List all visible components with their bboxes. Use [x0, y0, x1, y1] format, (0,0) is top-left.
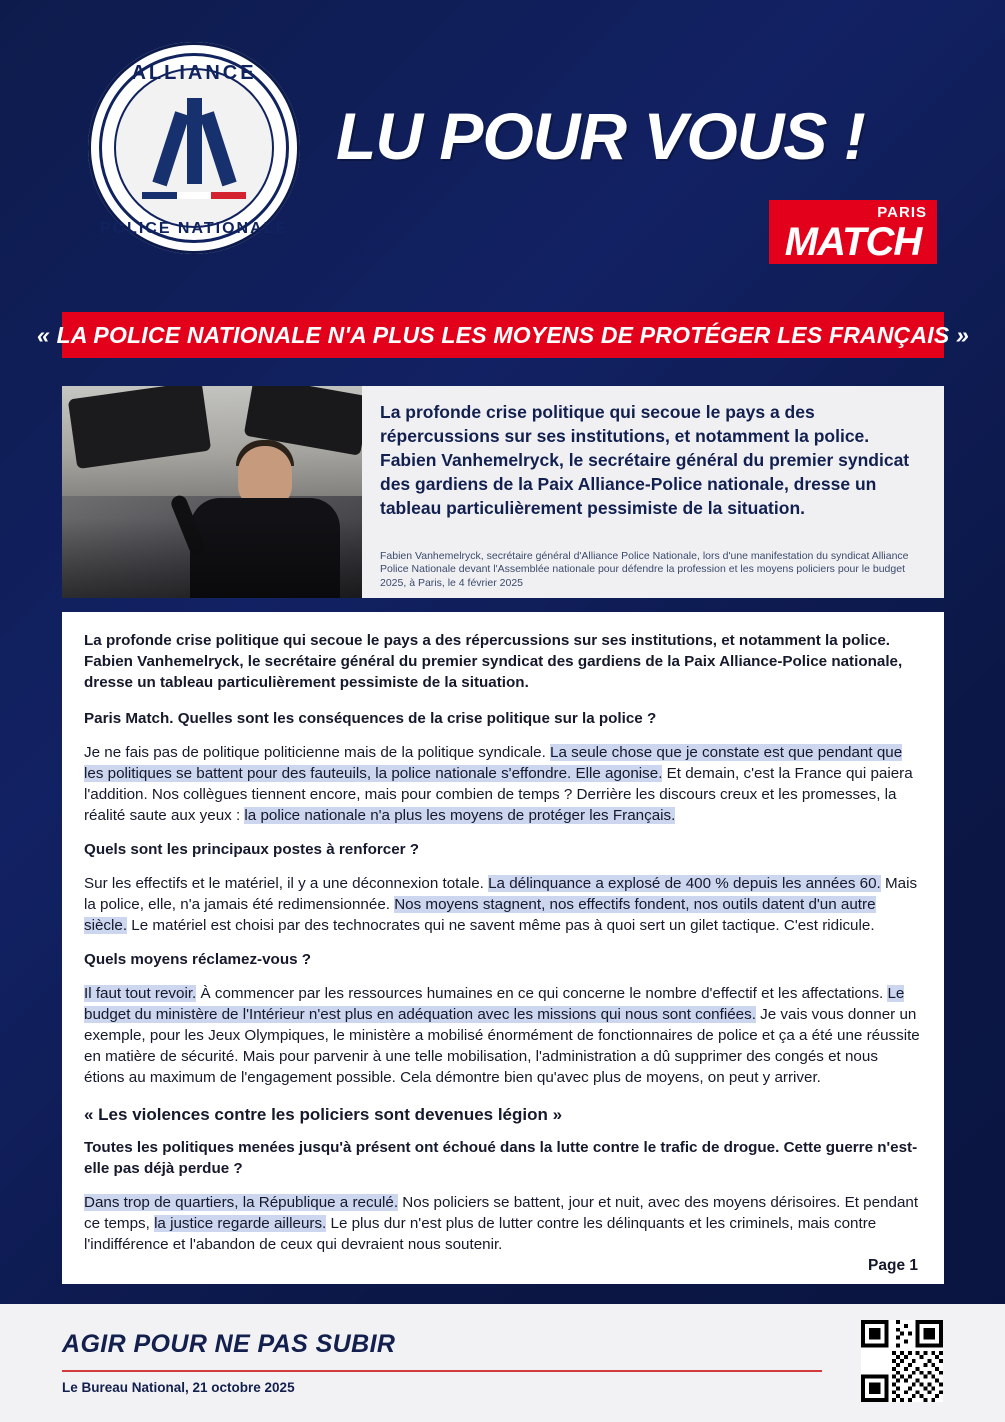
answer-2-highlight-a: La délinquance a explosé de 400 % depuis les années 60.: [488, 875, 881, 892]
intro-photo: [62, 386, 362, 598]
article-body: [62, 612, 944, 1284]
logo-circle: [88, 42, 300, 254]
answer-2-text-a: Sur les effectifs et le matériel, il y a une déconnexion totale.: [84, 875, 489, 892]
article-answer-1: [84, 742, 922, 826]
answer-1-text-b: Et demain, c'est la France qui paiera l'addition. Nos collègues tiennent encore, mais pour combien de temps ? Derrière les discours creux et les promesses, la réalité saute aux yeux :: [84, 765, 913, 824]
article-answer-3: [84, 983, 922, 1088]
article-answer-2: [84, 873, 922, 936]
logo-text-top: ALLIANCE: [131, 62, 257, 84]
page-number: Page 1: [868, 1257, 918, 1274]
article-question-4: Toutes les politiques menées jusqu'à présent ont échoué dans la lutte contre le trafic de drogue. Cette guerre n'est-elle pas déjà perdue ?: [84, 1139, 918, 1177]
answer-2-text-b: Mais la police, elle, n'a jamais été redimensionnée.: [84, 875, 918, 913]
page-title: LU POUR VOUS !: [336, 99, 865, 173]
answer-3-highlight-a: Il faut tout revoir.: [84, 985, 197, 1002]
article-answer-4: [84, 1192, 922, 1255]
answer-1-highlight-a: La seule chose que je constate est que pendant que les politiques se battent pour des fauteuils, la police nationale s'effondre. Elle agonise.: [84, 744, 903, 782]
footer-divider: [62, 1370, 822, 1372]
answer-4-text-b: Le plus dur n'est plus de lutter contre les délinquants et les criminels, mais contre l'indifférence et l'abandon de ceux qui devraient nous soutenir.: [84, 1215, 877, 1253]
answer-4-highlight-b: la justice regarde ailleurs.: [154, 1215, 327, 1232]
article-question-2: Quels sont les principaux postes à renforcer ?: [84, 841, 420, 858]
footer: [0, 1304, 1005, 1422]
intro-caption: Fabien Vanhemelryck, secrétaire général d'Alliance Police Nationale, lors d'une manifestation du syndicat Alliance Police Nationale devant l'Assemblée nationale pour défendre la profession et les moyens policiers pour le budget 2025, à Paris, le 4 février 2025: [380, 549, 909, 589]
answer-1-highlight-b: la police nationale n'a plus les moyens de protéger les Français.: [244, 807, 676, 824]
answer-3-highlight-b: Le budget du ministère de l'Intérieur n'est plus en adéquation avec les missions qui nous sont confiées.: [84, 985, 905, 1023]
intro-lead: La profonde crise politique qui secoue le pays a des répercussions sur ses institutions, et notamment la police. Fabien Vanhemelryck, le secrétaire général du premier syndicat des gardiens de la Paix Alliance-Police nationale, dresse un tableau particulièrement pessimiste de la situation.: [380, 402, 910, 518]
answer-1-text-a: Je ne fais pas de politique politicienne mais de la politique syndicale.: [84, 744, 551, 761]
answer-4-text-a: Nos policiers se battent, jour et nuit, avec des moyens dérisoires. Et pendant ce temps,: [84, 1194, 919, 1232]
paris-match-paris: PARIS: [877, 204, 927, 221]
headline-text: « LA POLICE NATIONALE N'A PLUS LES MOYENS DE PROTÉGER LES FRANÇAIS »: [37, 321, 969, 348]
qr-code-icon[interactable]: [861, 1320, 943, 1402]
intro-text-block: [362, 386, 944, 598]
answer-2-highlight-b: Nos moyens stagnent, nos effectifs fondent, nos outils datent d'un autre siècle.: [84, 896, 876, 934]
answer-2-text-c: Le matériel est choisi par des technocrates qui ne savent même pas à quoi sert un gilet tactique. C'est ridicule.: [127, 917, 875, 934]
answer-4-highlight-a: Dans trop de quartiers, la République a reculé.: [84, 1194, 399, 1211]
article-question-3: Quels moyens réclamez-vous ?: [84, 951, 312, 968]
article-question-1: Paris Match. Quelles sont les conséquences de la crise politique sur la police ?: [84, 710, 657, 727]
tricolor-bar-icon: [142, 192, 246, 199]
footer-slogan: AGIR POUR NE PAS SUBIR: [62, 1330, 396, 1358]
intro-block: [62, 386, 944, 598]
answer-3-text-a: À commencer par les ressources humaines en ce qui concerne le nombre d'effectif et les affectations.: [196, 985, 888, 1002]
footer-subtitle: Le Bureau National, 21 octobre 2025: [62, 1380, 295, 1395]
alliance-a-icon: [146, 98, 242, 184]
paris-match-match: MATCH: [784, 220, 922, 264]
logo-text-bottom: POLICE NATIONALE: [99, 220, 289, 237]
article-subheading: « Les violences contre les policiers sont devenues légion »: [84, 1105, 563, 1124]
alliance-logo: [88, 42, 300, 254]
headline-banner: [37, 312, 969, 358]
paris-match-logo: [769, 200, 937, 264]
header: [0, 0, 1005, 300]
answer-3-text-b: Je vais vous donner un exemple, pour les Jeux Olympiques, le ministère a mobilisé énormément de fonctionnaires de police et ça a été une réussite en matière de sécurité. Mais pour parvenir à une telle mobilisation, l'administration a dû supprimer des congés et nous étions au maximum de l'engagement possible. Cela démontre bien qu'avec plus de moyens, on peut y arriver.: [84, 1006, 920, 1086]
article-lead: La profonde crise politique qui secoue le pays a des répercussions sur ses institutions, et notamment la police. Fabien Vanhemelryck, le secrétaire général du premier syndicat des gardiens de la Paix Alliance-Police nationale, dresse un tableau particulièrement pessimiste de la situation.: [84, 632, 903, 691]
